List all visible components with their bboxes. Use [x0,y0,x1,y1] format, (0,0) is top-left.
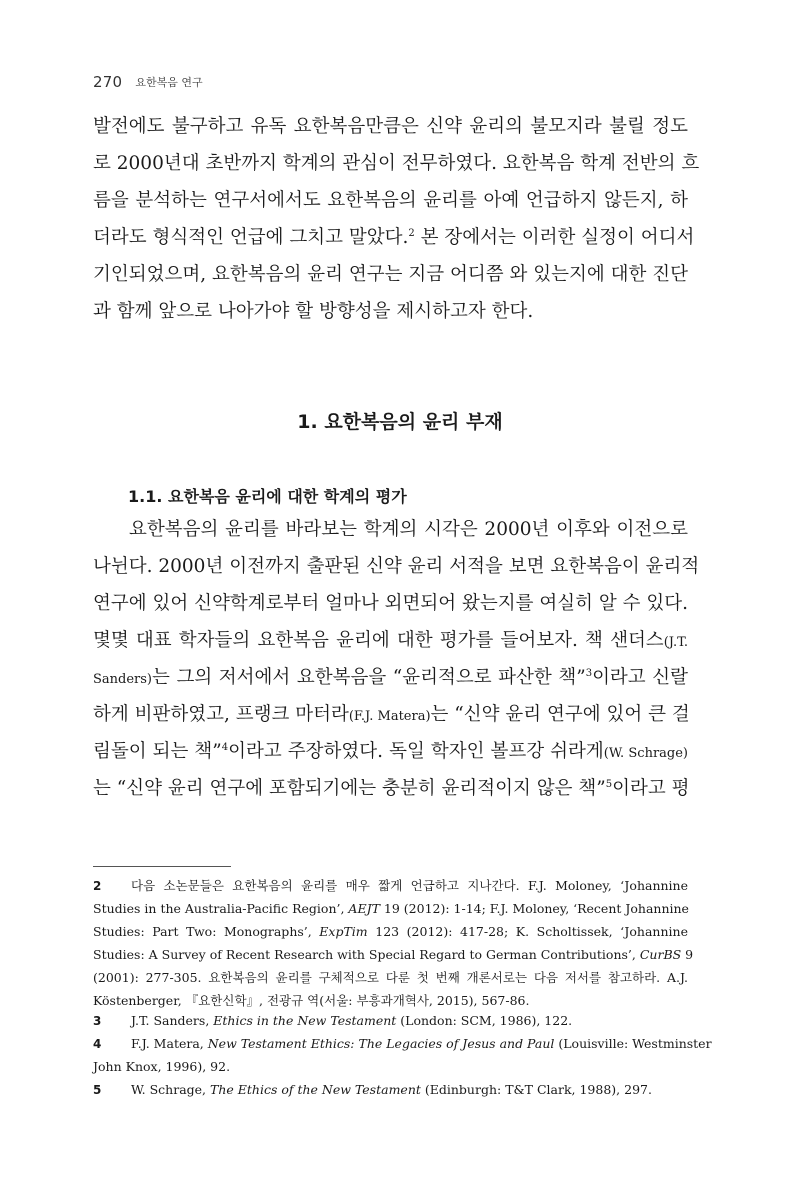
journal-abbrev: CurBS [639,947,682,962]
footnote-line [93,1078,688,1101]
footnote-text: Studies: A Survey of Recent Research with Special Regard to German Contributions’, [93,947,640,962]
section-paragraph [93,511,700,807]
text-span: 이라고 신랄 [592,667,688,688]
name-gloss: (F.J. Matera) [348,709,431,724]
text-span: 더라도 형식적인 언급에 그치고 말았다. [93,227,409,248]
text-line [93,696,688,733]
footnote-ref[interactable]: 4 [221,741,229,753]
name-gloss: (J.T. [663,635,688,650]
text-line: 름을 분석하는 연구서에서도 요한복음의 윤리를 아예 언급하지 않든지, 하 [93,190,688,211]
footnote-line: (2001): 277-305. 요한복음의 윤리를 구체적으로 다룬 첫 번째 개론서로는 다음 저서를 참고하라. A.J. [93,970,688,985]
text-span: 본 장에서는 이러한 실정이 어디서 [414,227,695,248]
footnote-number: 4 [93,1037,102,1051]
footnote-number: 3 [93,1014,102,1028]
text-span: 하게 비판하였고, 프랭크 마터라 [93,704,349,725]
footnote-line: John Knox, 1996), 92. [93,1059,231,1074]
footnote-5 [93,1078,688,1101]
text-line: 연구에 있어 신약학계로부터 얼마나 외면되어 왔는지를 여실히 알 수 있다. [93,593,688,614]
footnote-line [93,943,694,966]
name-gloss: Sanders) [93,672,153,687]
text-span: 이라고 평 [612,778,690,799]
footnote-line [93,874,688,897]
book-title: New Testament Ethics: The Legacies of Jesus and Paul [207,1036,555,1051]
text-line: 나뉜다. 2000년 이전까지 출판된 신약 윤리 서적을 보면 요한복음이 윤리적 [93,556,700,577]
text-line [93,659,688,696]
footnote-line: Köstenberger, 『요한신학』, 전광규 역(서울: 부흥과개혁사, 2015), 567-86. [93,993,530,1008]
name-gloss: (W. Schrage) [603,746,688,761]
footnote-text: (Louisville: Westminster [554,1036,712,1051]
footnote-text: (London: SCM, 1986), 122. [396,1013,573,1028]
text-line: 과 함께 앞으로 나아가야 할 방향성을 제시하고자 한다. [93,301,534,322]
text-span: 는 “신약 윤리 연구에 있어 큰 걸 [430,704,690,725]
text-line [93,770,688,807]
book-title: The Ethics of the New Testament [210,1082,421,1097]
footnote-number: 5 [93,1083,102,1097]
journal-abbrev: ExpTim [319,924,368,939]
footnote-line [93,920,688,943]
footnote-text: (Edinburgh: T&T Clark, 1988), 297. [420,1082,652,1097]
footnote-4 [93,1032,712,1078]
footnote-text: J.T. Sanders, [131,1013,214,1028]
subsection-heading: 1.1. 요한복음 윤리에 대한 학계의 평가 [128,487,407,506]
journal-abbrev: AEJT [348,901,380,916]
footnote-3 [93,1009,688,1032]
book-title: Ethics in the New Testament [213,1013,397,1028]
running-title: 요한복음 연구 [135,76,203,89]
text-span: 이라고 주장하였다. 독일 학자인 볼프강 쉬라게 [228,741,604,762]
footnote-line [93,1032,712,1055]
text-line [93,622,688,659]
footnote-text: Studies: Part Two: Monographs’, [93,924,320,939]
text-span: 는 그의 저서에서 요한복음을 “윤리적으로 파산한 책” [152,667,586,688]
intro-paragraph [93,108,700,330]
text-line: 발전에도 불구하고 유독 요한복음만큼은 신약 윤리의 불모지라 불릴 정도 [93,116,688,137]
footnote-text: 19 (2012): 1-14; F.J. Moloney, ‘Recent Johannine [379,901,689,916]
footnote-line [93,897,688,920]
text-span: 는 “신약 윤리 연구에 포함되기에는 충분히 윤리적이지 않은 책” [93,778,606,799]
footnote-text: Studies in the Australia-Pacific Region’, [93,901,349,916]
text-line: 요한복음의 윤리를 바라보는 학계의 시각은 2000년 이후와 이전으로 [129,519,688,540]
footnote-text: 123 (2012): 417-28; K. Scholtissek, ‘Johannine [367,924,688,939]
footnote-text: 다음 소논문들은 요한복음의 윤리를 매우 짧게 언급하고 지나간다. F.J. Moloney, ‘Johannine [131,878,688,893]
page-number: 270 [93,73,123,91]
running-header [93,72,203,91]
footnote-ref[interactable]: 2 [408,227,415,239]
footnote-line [93,1009,688,1032]
footnote-2 [93,874,694,1012]
footnote-ref[interactable]: 3 [585,667,593,679]
text-span: 림돌이 되는 책” [93,741,222,762]
footnote-text: W. Schrage, [131,1082,210,1097]
footnote-text: F.J. Matera, [131,1036,208,1051]
footnote-text: 9 [681,947,694,962]
text-line [93,219,695,256]
text-line [93,733,688,770]
text-span: 몇몇 대표 학자들의 요한복음 윤리에 대한 평가를 들어보자. 책 샌더스 [93,630,664,651]
text-line: 로 2000년대 초반까지 학계의 관심이 전무하였다. 요한복음 학계 전반의 흐 [93,153,700,174]
footnote-divider [93,866,231,867]
text-line: 기인되었으며, 요한복음의 윤리 연구는 지금 어디쯤 와 있는지에 대한 진단 [93,264,688,285]
footnote-number: 2 [93,879,102,893]
section-heading: 1. 요한복음의 윤리 부재 [297,411,503,433]
footnote-ref[interactable]: 5 [605,778,613,790]
